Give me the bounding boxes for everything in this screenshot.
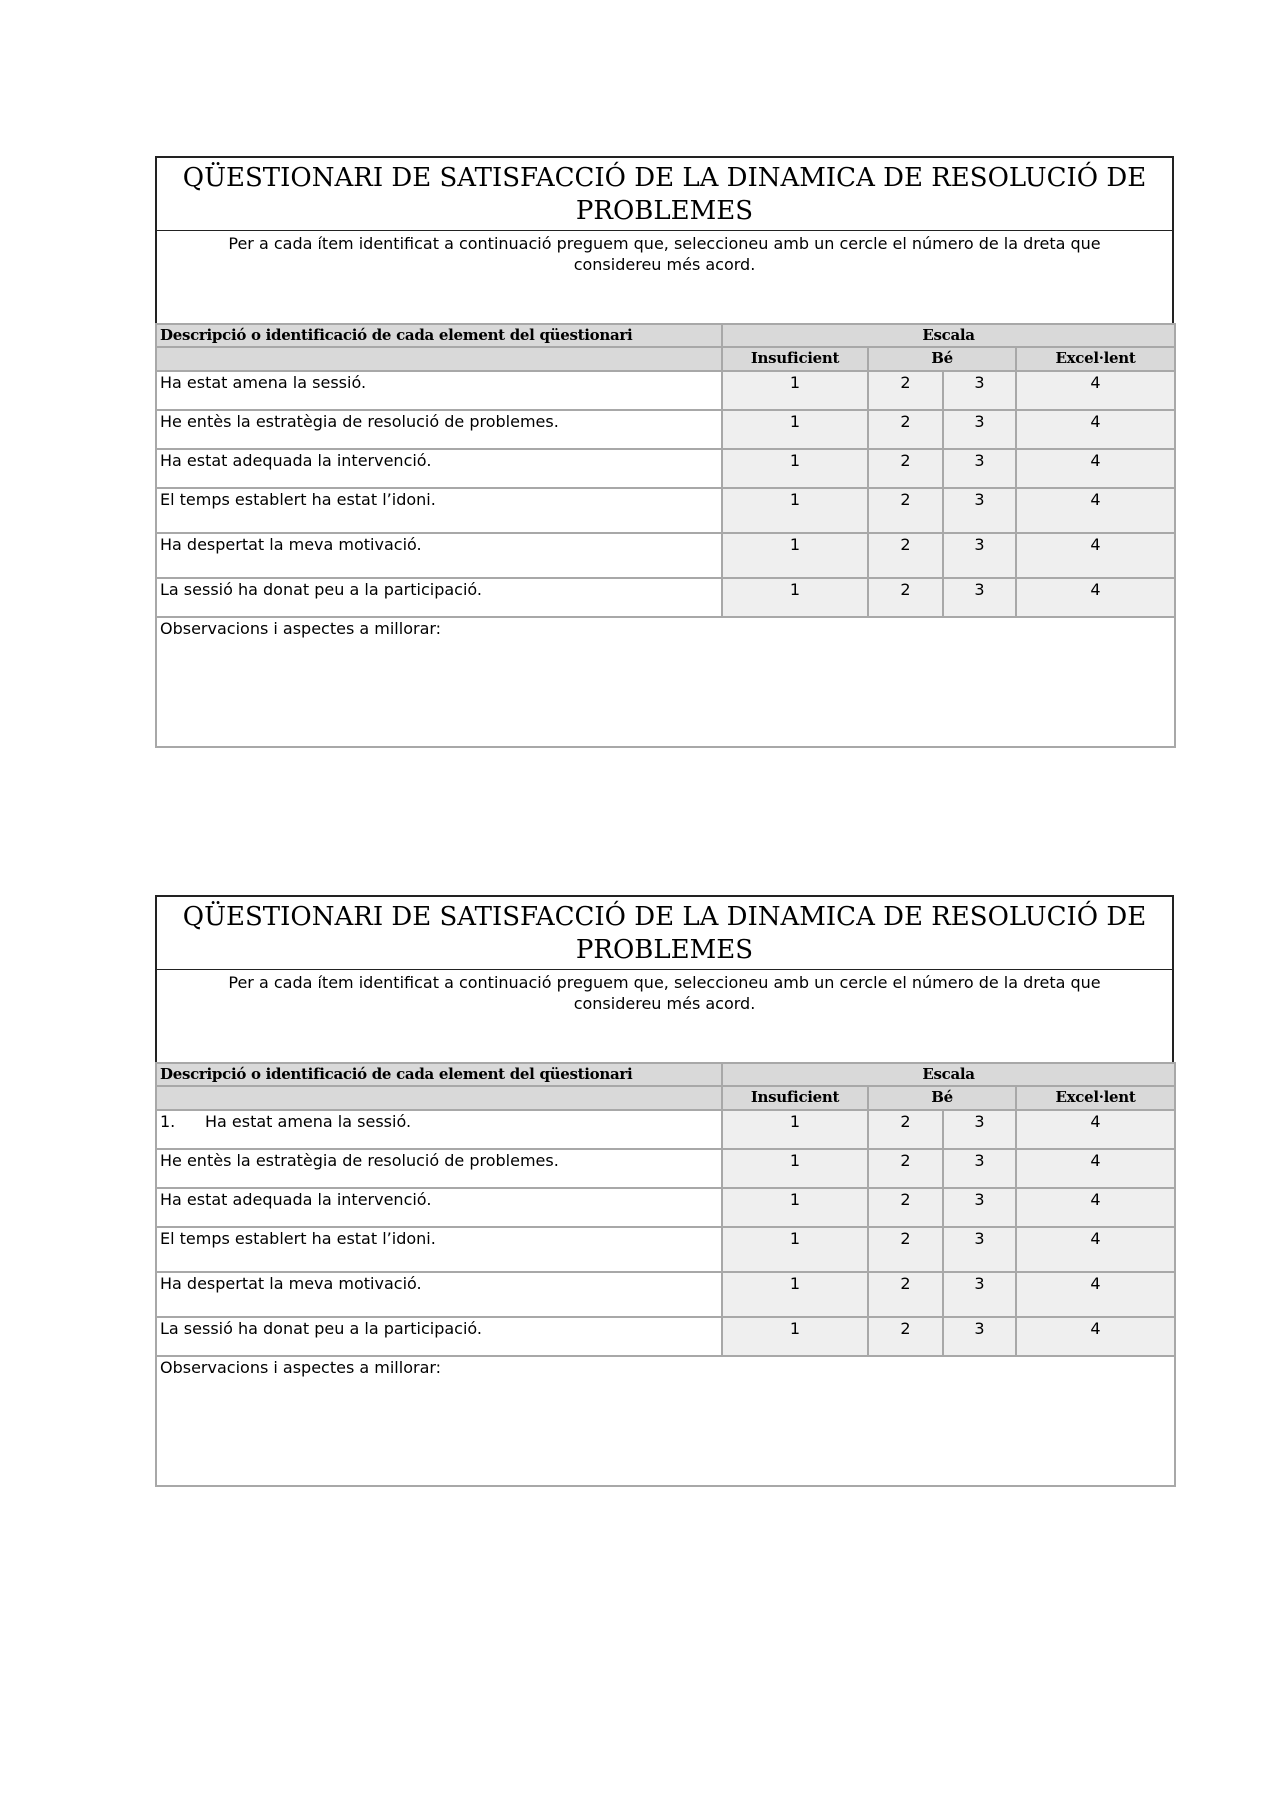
- table-row: [156, 1149, 1175, 1188]
- form-intro: Per a cada ítem identificat a continuació preguem que, seleccioneu amb un cercle el número de la dreta que considereu més acord.: [155, 970, 1174, 1062]
- item-text: Ha estat adequada la intervenció.: [156, 1188, 722, 1227]
- score-1[interactable]: 1: [722, 533, 868, 578]
- item-text: La sessió ha donat peu a la participació.: [156, 578, 722, 617]
- score-4[interactable]: 4: [1016, 1227, 1175, 1272]
- scale-label-excellent: Excel·lent: [1016, 347, 1175, 371]
- table-row: [156, 533, 1175, 578]
- questionnaire-table: [155, 1062, 1176, 1487]
- questionnaire-form-1: [155, 156, 1174, 748]
- item-number: 1.: [160, 1112, 176, 1131]
- score-3[interactable]: 3: [943, 449, 1016, 488]
- description-header: Descripció o identificació de cada element del qüestionari: [156, 324, 722, 347]
- score-3[interactable]: 3: [943, 1188, 1016, 1227]
- table-row: [156, 1227, 1175, 1272]
- score-1[interactable]: 1: [722, 449, 868, 488]
- table-row: [156, 578, 1175, 617]
- score-2[interactable]: 2: [868, 533, 943, 578]
- score-4[interactable]: 4: [1016, 410, 1175, 449]
- observations-field[interactable]: Observacions i aspectes a millorar:: [156, 1356, 1175, 1486]
- table-row: [156, 1188, 1175, 1227]
- score-3[interactable]: 3: [943, 1227, 1016, 1272]
- score-3[interactable]: 3: [943, 410, 1016, 449]
- score-1[interactable]: 1: [722, 1110, 868, 1149]
- score-2[interactable]: 2: [868, 1110, 943, 1149]
- item-label: Ha estat amena la sessió.: [205, 1112, 412, 1131]
- scale-label-be: Bé: [868, 347, 1016, 371]
- score-2[interactable]: 2: [868, 1272, 943, 1317]
- score-2[interactable]: 2: [868, 1149, 943, 1188]
- score-1[interactable]: 1: [722, 488, 868, 533]
- score-1[interactable]: 1: [722, 1149, 868, 1188]
- form-title: QÜESTIONARI DE SATISFACCIÓ DE LA DINAMICA DE RESOLUCIÓ DE PROBLEMES: [155, 156, 1174, 231]
- scale-header: Escala: [722, 1063, 1175, 1086]
- scale-label-insuficient: Insuficient: [722, 347, 868, 371]
- score-4[interactable]: 4: [1016, 1110, 1175, 1149]
- score-3[interactable]: 3: [943, 578, 1016, 617]
- table-row: [156, 1272, 1175, 1317]
- item-text: Ha despertat la meva motivació.: [156, 533, 722, 578]
- score-2[interactable]: 2: [868, 1188, 943, 1227]
- score-2[interactable]: 2: [868, 1317, 943, 1356]
- score-3[interactable]: 3: [943, 1149, 1016, 1188]
- form-intro: Per a cada ítem identificat a continuació preguem que, seleccioneu amb un cercle el número de la dreta que considereu més acord.: [155, 231, 1174, 323]
- score-1[interactable]: 1: [722, 578, 868, 617]
- score-3[interactable]: 3: [943, 1110, 1016, 1149]
- score-2[interactable]: 2: [868, 488, 943, 533]
- score-4[interactable]: 4: [1016, 1149, 1175, 1188]
- score-4[interactable]: 4: [1016, 1188, 1175, 1227]
- table-row: [156, 410, 1175, 449]
- item-text: La sessió ha donat peu a la participació.: [156, 1317, 722, 1356]
- item-text: El temps establert ha estat l’idoni.: [156, 488, 722, 533]
- score-1[interactable]: 1: [722, 1272, 868, 1317]
- item-text: Ha estat amena la sessió.: [156, 371, 722, 410]
- questionnaire-form-2: [155, 895, 1174, 1487]
- score-2[interactable]: 2: [868, 578, 943, 617]
- score-4[interactable]: 4: [1016, 488, 1175, 533]
- score-1[interactable]: 1: [722, 410, 868, 449]
- table-row: [156, 1317, 1175, 1356]
- score-4[interactable]: 4: [1016, 1317, 1175, 1356]
- score-1[interactable]: 1: [722, 1188, 868, 1227]
- score-3[interactable]: 3: [943, 488, 1016, 533]
- item-text: El temps establert ha estat l’idoni.: [156, 1227, 722, 1272]
- table-row: [156, 449, 1175, 488]
- table-row: [156, 1110, 1175, 1149]
- score-3[interactable]: 3: [943, 533, 1016, 578]
- header-spacer: [156, 1086, 722, 1110]
- score-2[interactable]: 2: [868, 1227, 943, 1272]
- item-text: Ha despertat la meva motivació.: [156, 1272, 722, 1317]
- item-text: He entès la estratègia de resolució de problemes.: [156, 410, 722, 449]
- score-4[interactable]: 4: [1016, 449, 1175, 488]
- table-row: [156, 488, 1175, 533]
- score-4[interactable]: 4: [1016, 371, 1175, 410]
- score-3[interactable]: 3: [943, 371, 1016, 410]
- score-3[interactable]: 3: [943, 1317, 1016, 1356]
- scale-label-insuficient: Insuficient: [722, 1086, 868, 1110]
- score-4[interactable]: 4: [1016, 578, 1175, 617]
- score-2[interactable]: 2: [868, 371, 943, 410]
- scale-label-be: Bé: [868, 1086, 1016, 1110]
- score-1[interactable]: 1: [722, 371, 868, 410]
- item-text: Ha estat adequada la intervenció.: [156, 449, 722, 488]
- score-2[interactable]: 2: [868, 410, 943, 449]
- score-1[interactable]: 1: [722, 1317, 868, 1356]
- questionnaire-table: [155, 323, 1176, 748]
- observations-field[interactable]: Observacions i aspectes a millorar:: [156, 617, 1175, 747]
- table-row: [156, 371, 1175, 410]
- scale-label-excellent: Excel·lent: [1016, 1086, 1175, 1110]
- score-1[interactable]: 1: [722, 1227, 868, 1272]
- form-title: QÜESTIONARI DE SATISFACCIÓ DE LA DINAMICA DE RESOLUCIÓ DE PROBLEMES: [155, 895, 1174, 970]
- header-spacer: [156, 347, 722, 371]
- score-2[interactable]: 2: [868, 449, 943, 488]
- score-4[interactable]: 4: [1016, 533, 1175, 578]
- description-header: Descripció o identificació de cada element del qüestionari: [156, 1063, 722, 1086]
- scale-header: Escala: [722, 324, 1175, 347]
- item-text: [156, 1110, 722, 1149]
- item-text: He entès la estratègia de resolució de problemes.: [156, 1149, 722, 1188]
- score-3[interactable]: 3: [943, 1272, 1016, 1317]
- score-4[interactable]: 4: [1016, 1272, 1175, 1317]
